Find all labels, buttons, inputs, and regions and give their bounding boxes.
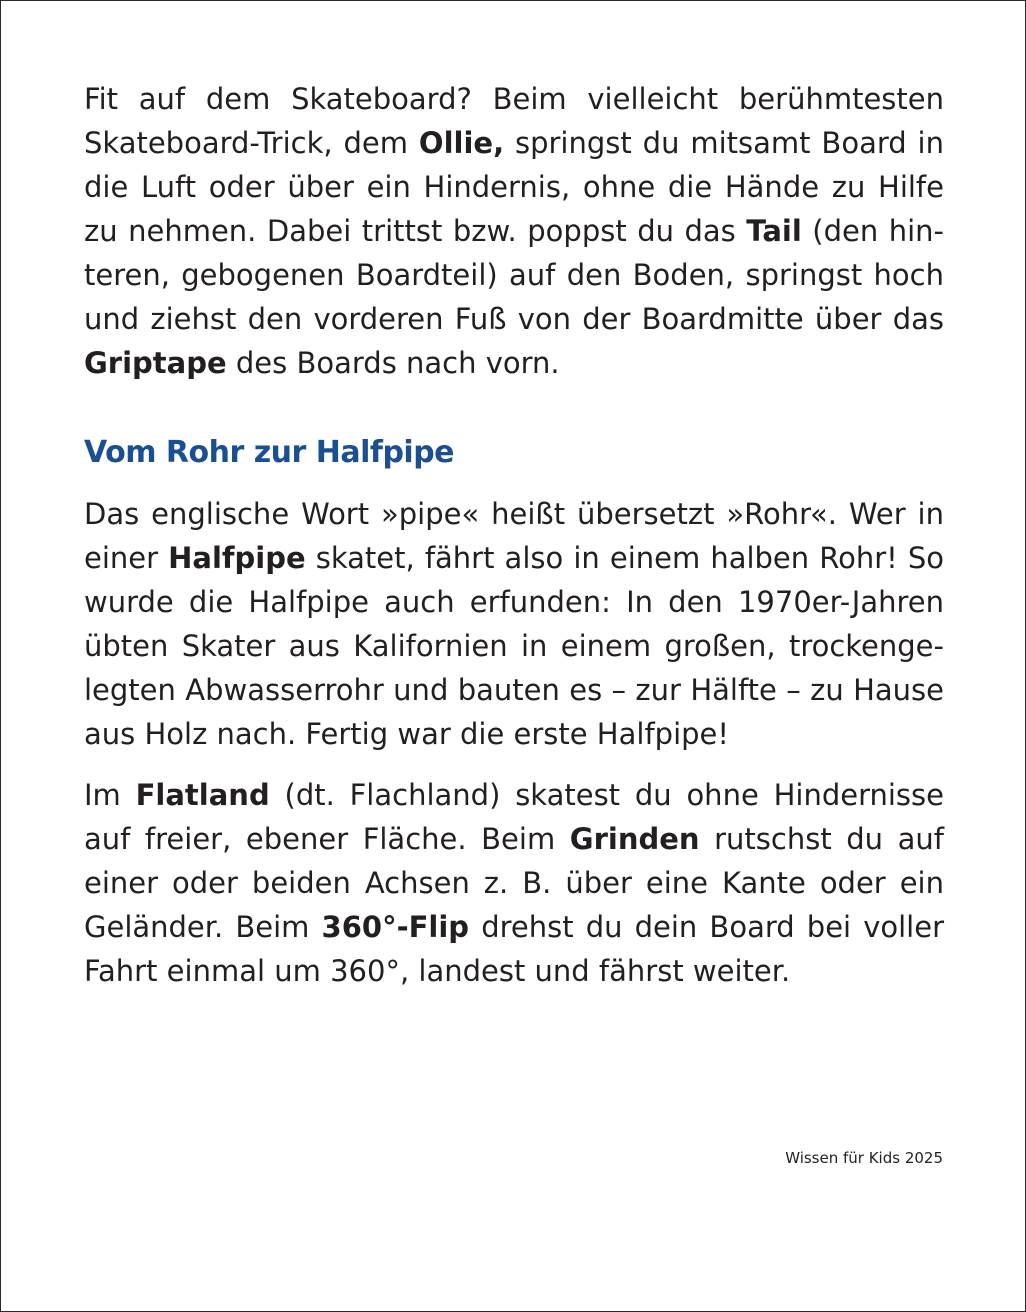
- text: (dt. Flachland) skatest du ohne Hindernisse auf freier, ebener Fläche. Beim: [84, 778, 944, 856]
- term-griptape: Griptape: [84, 346, 227, 380]
- footer-publication-title: Wissen für Kids 2025: [785, 1149, 943, 1167]
- section-heading: Vom Rohr zur Halfpipe: [84, 435, 455, 470]
- text: (den hinteren, gebogenen Boardteil) auf den Boden, springst hoch und ziehst den vorderen Fuß von der Boardmitte über das: [84, 214, 945, 336]
- term-flatland: Flatland: [135, 778, 270, 812]
- text: Im: [84, 778, 136, 812]
- content: [84, 77, 944, 993]
- paragraph-ollie: [84, 77, 944, 385]
- text: des Boards nach vorn.: [226, 346, 560, 380]
- text: skatet, fährt also in einem halben Rohr! So wurde die Halfpipe auch erfunden: In den 1970er-Jahren übten Skater aus Kalifornien in einem großen, trockengelegten Abwasserrohr und bauten es – zur Hälfte – zu Hause aus Holz nach. Fertig war die erste Halfpipe!: [84, 541, 945, 751]
- text: drehst du dein Board bei voller Fahrt einmal um 360°, landest und fährst weiter.: [84, 910, 944, 988]
- text: springst du mitsamt Board in die Luft oder über ein Hindernis, ohne die Hände zu Hilfe zu nehmen. Dabei trittst bzw. poppst du das: [84, 126, 944, 248]
- paragraph-flatland: [84, 773, 944, 993]
- term-grinden: Grinden: [569, 822, 700, 856]
- term-ollie: Ollie,: [418, 126, 505, 160]
- term-halfpipe: Halfpipe: [168, 541, 306, 575]
- text: rutschst du auf einer oder beiden Achsen z. B. über eine Kante oder ein Geländer. Beim: [84, 822, 944, 944]
- term-tail: Tail: [746, 214, 802, 248]
- term-360-flip: 360°-Flip: [321, 910, 470, 944]
- text: Fit auf dem Skateboard? Beim vielleicht berühmtesten Skateboard-Trick, dem: [84, 82, 944, 160]
- paragraph-halfpipe: [84, 492, 944, 756]
- text: Das englische Wort »pipe« heißt übersetzt »Rohr«. Wer in einer: [84, 497, 944, 575]
